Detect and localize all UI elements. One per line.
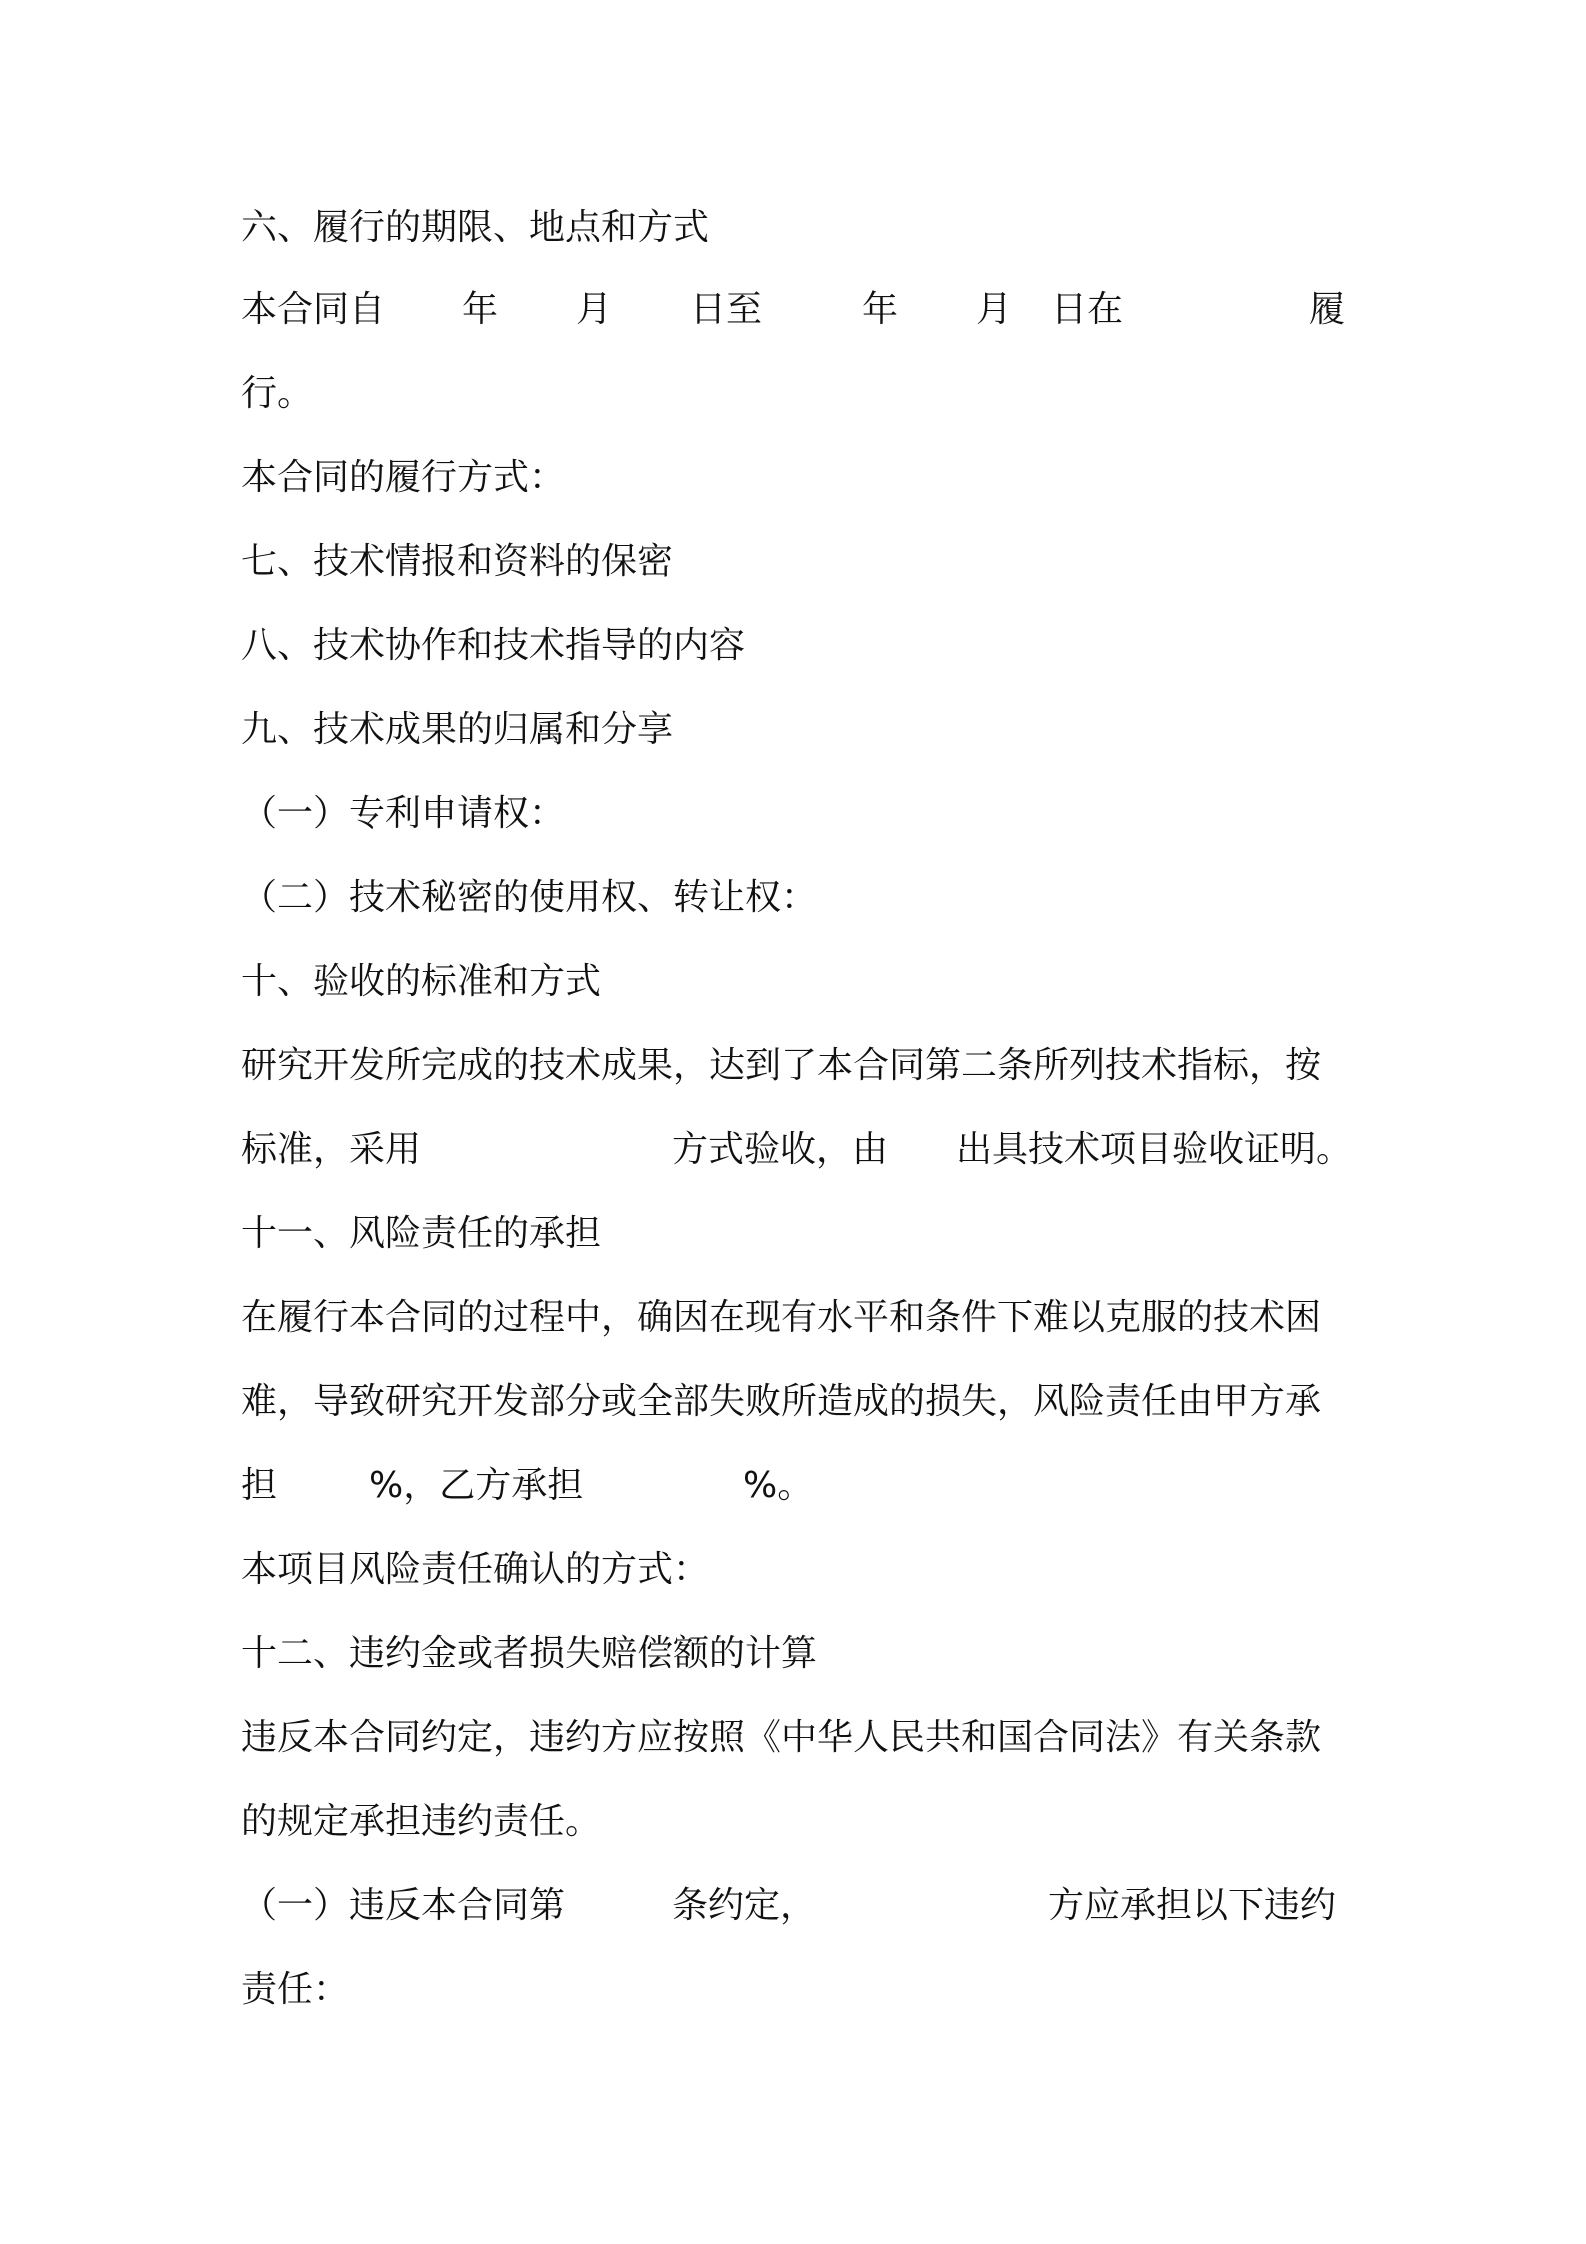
performance-period-line [241, 280, 1345, 340]
text-segment: （一）违反本合同第 [241, 1885, 566, 1926]
risk-share-line [241, 1456, 1345, 1516]
paragraph-line: 责任： [241, 1969, 350, 2010]
text-segment: 日在 [1051, 289, 1124, 330]
acceptance-method-line [241, 1120, 1353, 1180]
text-segment: 本合同自 [241, 289, 386, 330]
text-segment: 方式验收，由 [672, 1129, 889, 1170]
section-heading-9: 九、技术成果的归属和分享 [241, 709, 674, 750]
subsection-heading: （一）专利申请权： [241, 793, 566, 834]
text-segment: 方应承担以下违约 [1048, 1885, 1337, 1926]
text-segment: 标准，采用 [241, 1129, 422, 1170]
section-heading-7: 七、技术情报和资料的保密 [241, 541, 674, 582]
text-segment: %，乙方承担 [369, 1465, 584, 1506]
subsection-heading: （二）技术秘密的使用权、转让权： [241, 877, 818, 918]
section-heading-6: 六、履行的期限、地点和方式 [241, 207, 710, 248]
paragraph-line: 难，导致研究开发部分或全部失败所造成的损失，风险责任由甲方承 [241, 1381, 1322, 1422]
paragraph-line: 本项目风险责任确认的方式： [241, 1549, 710, 1590]
paragraph-line: 研究开发所完成的技术成果，达到了本合同第二条所列技术指标，按 [241, 1045, 1322, 1086]
text-segment: 条约定， [672, 1885, 817, 1926]
text-segment: %。 [743, 1465, 814, 1506]
section-heading-10: 十、验收的标准和方式 [241, 961, 602, 1002]
paragraph-line: 在履行本合同的过程中，确因在现有水平和条件下难以克服的技术困 [241, 1297, 1322, 1338]
paragraph-line: 的规定承担违约责任。 [241, 1801, 602, 1842]
section-heading-12: 十二、违约金或者损失赔偿额的计算 [241, 1633, 818, 1674]
text-segment: 年 [862, 289, 899, 330]
text-segment: 履 [1309, 289, 1346, 330]
text-segment: 月 [976, 289, 1013, 330]
text-segment: 月 [576, 289, 613, 330]
text-segment: 担 [241, 1465, 278, 1506]
text-segment: 年 [462, 289, 499, 330]
text-segment: 日至 [690, 289, 763, 330]
section-heading-11: 十一、风险责任的承担 [241, 1213, 602, 1254]
paragraph-line: 本合同的履行方式： [241, 457, 566, 498]
section-heading-8: 八、技术协作和技术指导的内容 [241, 625, 746, 666]
paragraph-line: 违反本合同约定，违约方应按照《中华人民共和国合同法》有关条款 [241, 1717, 1322, 1758]
breach-clause-line [241, 1876, 1345, 1936]
text-segment: 出具技术项目验收证明。 [956, 1129, 1353, 1170]
paragraph-line: 行。 [241, 373, 314, 414]
